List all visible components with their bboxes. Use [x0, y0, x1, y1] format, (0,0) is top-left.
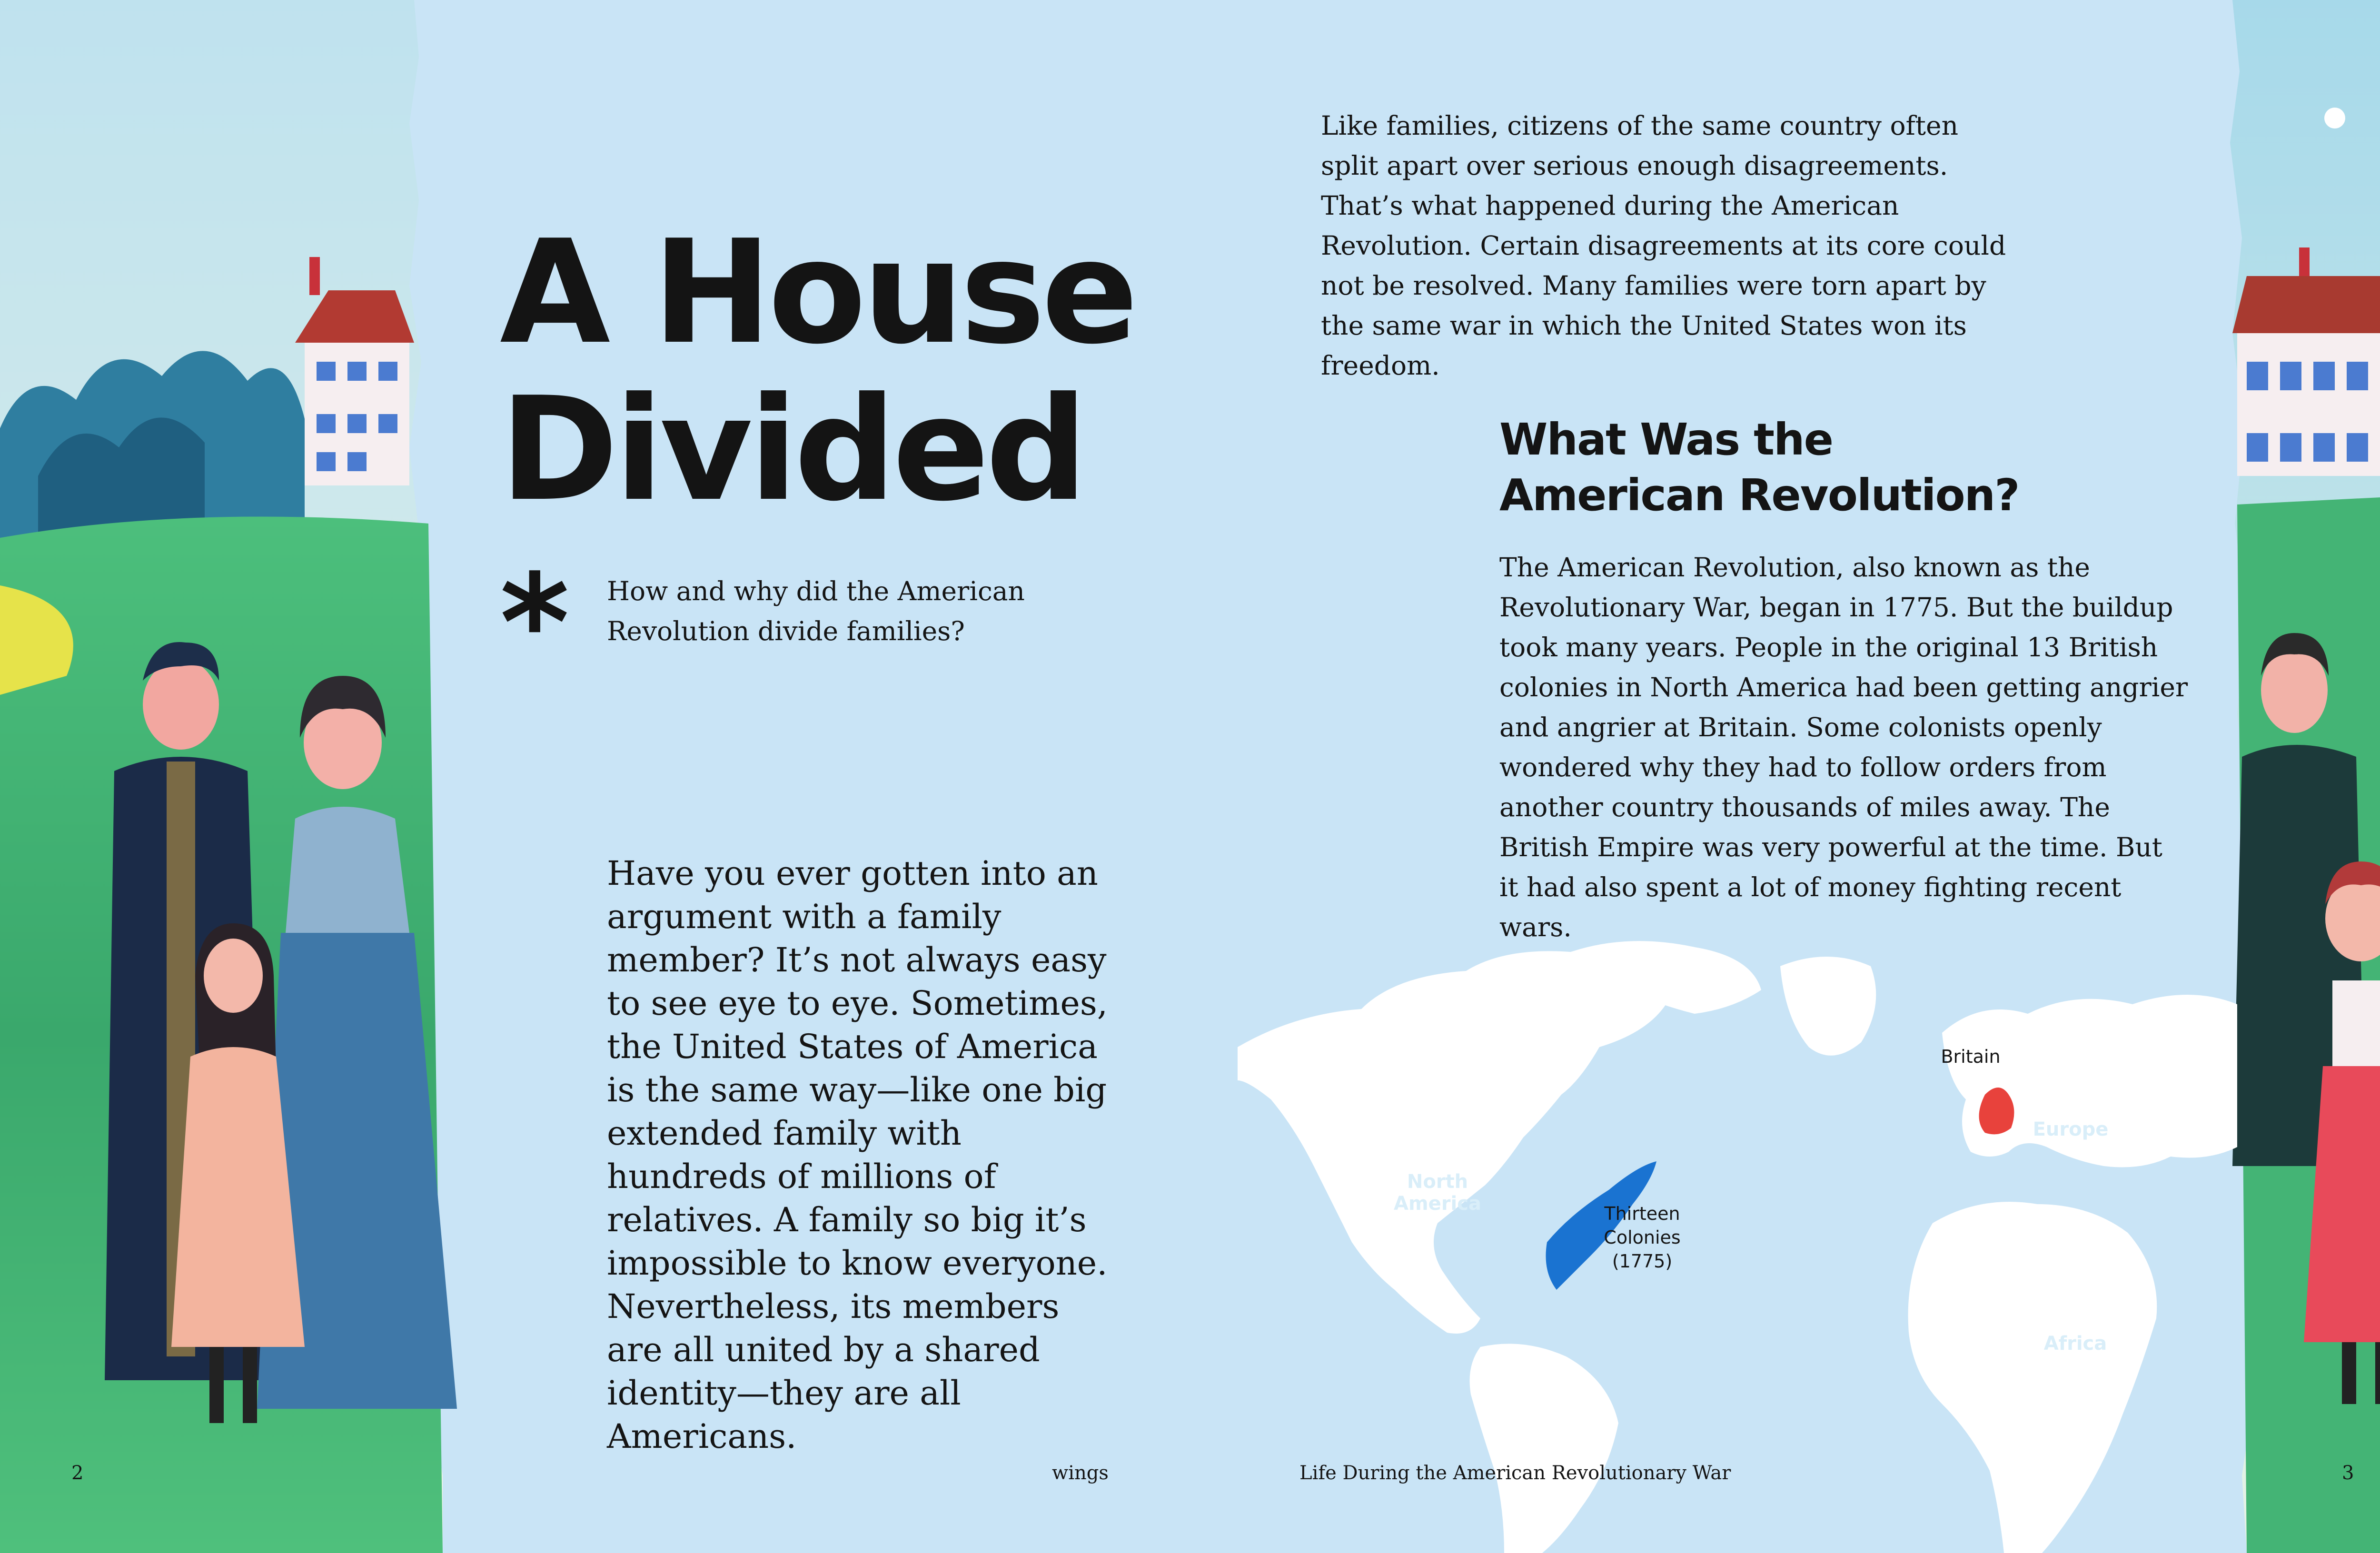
title-line-2: Divided: [500, 366, 1084, 533]
running-title: Life During the American Revolutionary War: [1299, 1462, 1731, 1484]
europe-landmass: [1942, 995, 2237, 1167]
page-number-left: 2: [71, 1462, 84, 1484]
thirteen-colonies-label: Thirteen Colonies: [1604, 1203, 1681, 1248]
colonies-year-label: (1775): [1612, 1251, 1673, 1272]
page-title: [500, 209, 1166, 533]
africa-landmass: [1908, 1202, 2157, 1553]
left-illustration: [0, 0, 495, 1553]
section-heading: What Was the American Revolution?: [1499, 414, 2019, 521]
north-america-landmass: [1238, 946, 1723, 1334]
africa-label: Africa: [2043, 1333, 2107, 1355]
europe-label: Europe: [2033, 1118, 2109, 1140]
south-america-landmass: [1470, 1344, 1619, 1553]
intro-paragraph: Have you ever gotten into an argument with a family member? It’s not always easy to see eye to eye. Sometimes, the United States of America is the same way—like one big extended family with hundreds of millions of relatives. A family so big it’s impossible to know everyone. Nevertheless, its members are all united by a shared identity—they are all Americans.: [607, 854, 1108, 1456]
publisher-name: wings: [1052, 1462, 1109, 1484]
title-line-1: A House: [500, 209, 1135, 376]
page-number-right: 3: [2342, 1462, 2354, 1484]
body-paragraph: The American Revolution, also known as the Revolutionary War, began in 1775. But the buildup took many years. People in the original 13 British colonies in North America had been getting angrier and angrier at Britain. Some colonists openly wondered why they had to follow orders from another country thousands of miles away. The British Empire was very powerful at the time. But it had also spent a lot of money fighting recent wars.: [1499, 552, 2188, 942]
asterisk-icon: *: [500, 546, 570, 701]
family-illustration-left: [0, 0, 495, 1553]
britain-label: Britain: [1941, 1046, 2001, 1067]
top-paragraph: Like families, citizens of the same country often split apart over serious enough disagreements. That’s what happened during the American Revolution. Certain disagreements at its core could not be resolved. Many families were torn apart by the same war in which the United States won its freedom.: [1321, 110, 2006, 381]
north-america-label: North America: [1394, 1171, 1481, 1215]
question-text: How and why did the American Revolution divide families?: [607, 576, 1025, 646]
